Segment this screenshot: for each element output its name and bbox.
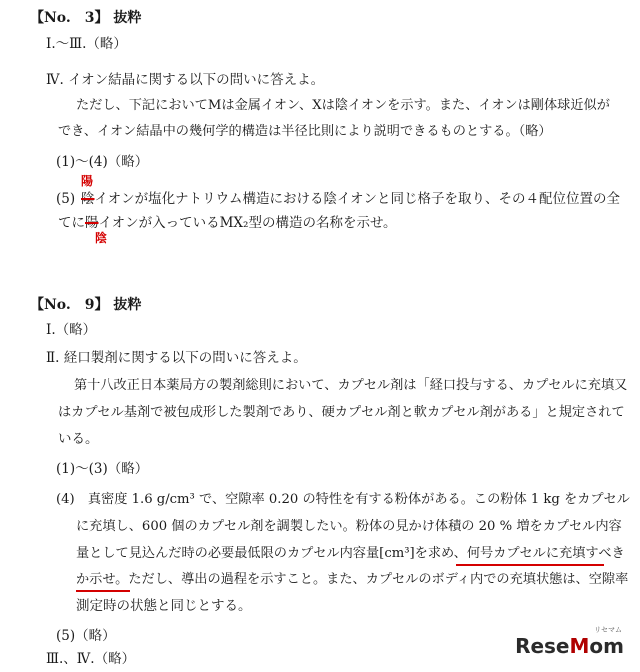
q9-header: 【No. 9】 抜粋 (30, 297, 142, 313)
q3-sub-5-line-2 (58, 215, 397, 231)
q3-items-1-3: Ⅰ.～Ⅲ.（略） (46, 36, 127, 52)
q9-underlined-text-1: 何号カプセルに充填すべき (466, 546, 625, 561)
q9-sub-5: (5)（略） (56, 628, 116, 644)
q9-item-2: Ⅱ. 経口製剤に関する以下の問いに答えよ。 (46, 350, 307, 366)
q3-struck-text-bottom: 陽 (85, 215, 99, 231)
q3-sub-5-number: (5) (56, 191, 76, 207)
q3-sub-5-line-1 (81, 191, 620, 207)
q3-sub-1-4: (1)～(4)（略） (56, 154, 149, 170)
resemom-logo (515, 634, 624, 658)
q9-sub-4-line-1: (4) 真密度 1.6 g/cm³ で、空隙率 0.20 の特性を有する粉体がある。この粉体 1 kg をカプセル (56, 492, 630, 507)
q9-paragraph-line-3: いる。 (58, 431, 99, 447)
q3-note-line-1: ただし、下記においてMは金属イオン、Xは陰イオンを示す。また、イオンは剛体球近似が (76, 98, 610, 113)
q9-paragraph-line-1: 第十八改正日本薬局方の製剤総則において、カプセル剤は「経口投与する、カプセルに充填又 (74, 378, 628, 393)
q9-paragraph-line-2: はカプセル基剤で被包成形した製剤であり、硬カプセル剤と軟カプセル剤がある」と規定されて (58, 405, 625, 420)
q9-sub-4-line-4-text: ただし、導出の過程を示すこと。また、カプセルのボディ内での充填状態は、空隙率 (128, 572, 629, 587)
logo-text-part-3: om (589, 634, 624, 658)
q3-correction-top: 陽 (81, 174, 94, 188)
q9-sub-4-line-2: に充填し、600 個のカプセル剤を調製したい。粉体の見かけ体積の 20 % 増をカプセル内容 (76, 519, 622, 534)
q9-items-3-4: Ⅲ.、Ⅳ.（略） (46, 651, 136, 667)
q3-sub-5-line-1-text: イオンが塩化ナトリウム構造における陰イオンと同じ格子を取り、その４配位位置の全 (94, 191, 621, 207)
q9-sub-1-3: (1)～(3)（略） (56, 461, 149, 477)
q3-sub-5-line-2-prefix: てに (58, 215, 85, 231)
q9-sub-4-line-5: 測定時の状態と同じとする。 (76, 598, 252, 614)
q9-sub-4-line-4 (76, 572, 628, 588)
q3-struck-text-top: 陰 (81, 191, 95, 207)
logo-text-part-1: Rese (515, 634, 570, 658)
q9-item-1: Ⅰ.（略） (46, 322, 97, 338)
q3-header: 【No. 3】 抜粋 (30, 10, 142, 26)
watermark-subtitle: リセマム (594, 626, 622, 634)
logo-text-part-2: M (569, 634, 590, 658)
q3-item-4: Ⅳ. イオン結晶に関する以下の問いに答えよ。 (46, 72, 325, 88)
q9-sub-4-line-3 (76, 546, 625, 562)
q3-correction-bottom: 陰 (95, 231, 108, 245)
red-underline-2 (76, 590, 130, 592)
red-underline-1 (456, 564, 604, 566)
q9-sub-4-line-3-prefix: 量として見込んだ時の必要最低限のカプセル内容量[cm³]を求め、 (76, 546, 467, 561)
q3-note-line-2: でき、イオン結晶中の幾何学的構造は半径比則により説明できるものとする。（略） (58, 124, 552, 139)
q9-underlined-text-2: か示せ。 (76, 572, 129, 587)
q3-sub-5-line-2-text: イオンが入っているMX₂型の構造の名称を示せ。 (98, 215, 397, 231)
